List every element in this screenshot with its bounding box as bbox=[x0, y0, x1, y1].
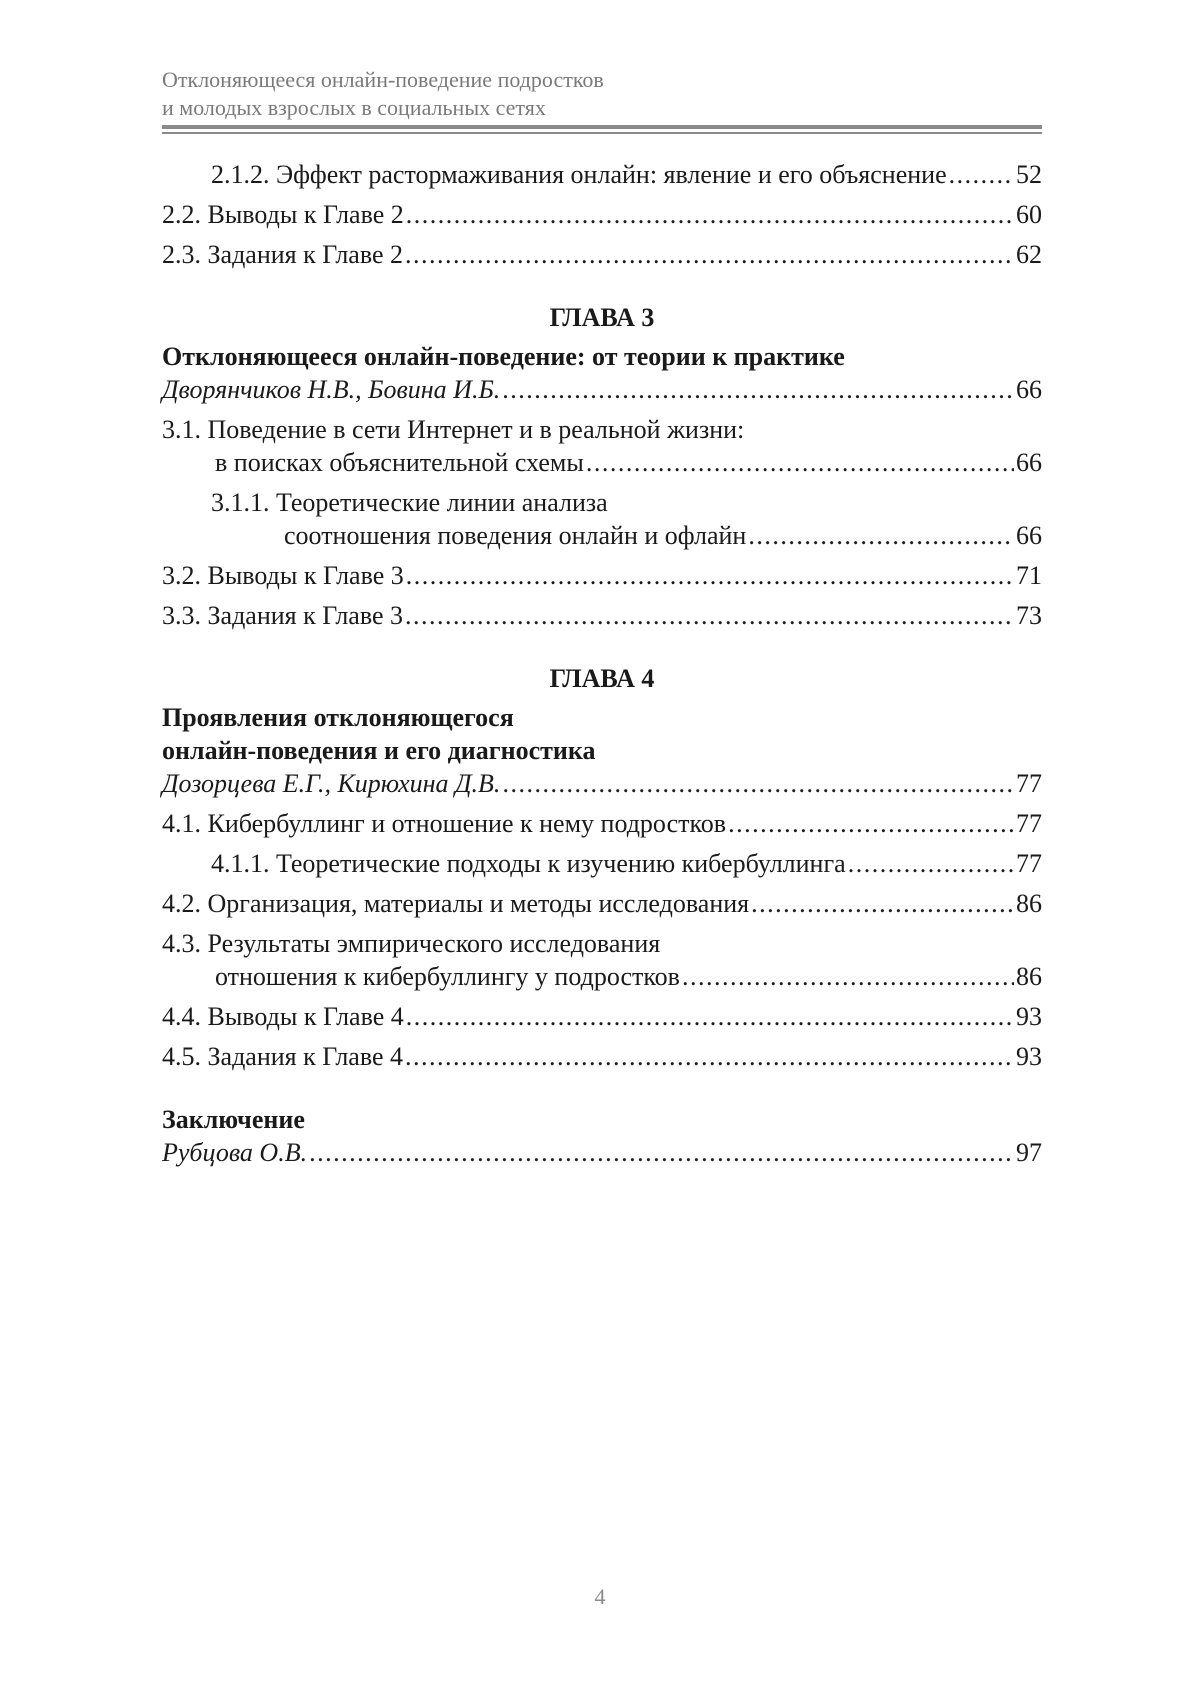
chapter-authors: Дозорцева Е.Г., Кирюхина Д.В. bbox=[162, 769, 501, 798]
header-rule-thick bbox=[162, 125, 1042, 129]
running-header-line-1: Отклоняющееся онлайн-поведение подростков bbox=[162, 67, 604, 92]
leader-dots bbox=[848, 847, 1014, 880]
leader-dots bbox=[406, 198, 1014, 231]
toc-entry-label: 4.2. Организация, материалы и методы исследования bbox=[162, 889, 750, 918]
leader-dots bbox=[405, 599, 1014, 632]
toc-entry-label: 4.1.1. Теоретические подходы к изучению кибербуллинга bbox=[211, 849, 846, 878]
toc-entry-3-3 bbox=[162, 599, 1042, 632]
chapter-4-heading: ГЛАВА 4 bbox=[549, 664, 655, 693]
toc-entry-2-3 bbox=[162, 238, 1042, 271]
toc-entry-label: 2.2. Выводы к Главе 2 bbox=[162, 200, 404, 229]
leader-dots bbox=[405, 238, 1014, 271]
toc-entry-label: 2.3. Задания к Главе 2 bbox=[162, 240, 404, 269]
toc-entry-label: 4.5. Задания к Главе 4 bbox=[162, 1042, 404, 1071]
toc-page-number: 97 bbox=[1016, 1138, 1042, 1167]
toc-entry-4-3 bbox=[162, 927, 1042, 993]
leader-dots bbox=[309, 1136, 1014, 1169]
toc-page-number: 93 bbox=[1016, 1042, 1042, 1071]
leader-dots bbox=[751, 887, 1014, 920]
chapter-authors: Дворянчиков Н.В., Бовина И.Б. bbox=[162, 375, 501, 404]
toc-entry-3-1 bbox=[162, 413, 1042, 479]
leader-dots bbox=[682, 960, 1014, 993]
toc-page-number: 66 bbox=[1016, 375, 1042, 404]
toc-page-number: 71 bbox=[1016, 561, 1042, 590]
leader-dots bbox=[949, 158, 1014, 191]
leader-dots bbox=[406, 1000, 1014, 1033]
chapter-3-authors-entry bbox=[162, 373, 1042, 406]
table-of-contents bbox=[162, 158, 1042, 1176]
toc-entry-3-2 bbox=[162, 559, 1042, 592]
running-header bbox=[162, 66, 1042, 122]
leader-dots bbox=[728, 807, 1014, 840]
toc-entry-2-2 bbox=[162, 198, 1042, 231]
toc-page-number: 52 bbox=[1016, 160, 1042, 189]
header-rule-thin bbox=[162, 132, 1042, 134]
toc-page-number: 77 bbox=[1016, 809, 1042, 838]
chapter-3-heading: ГЛАВА 3 bbox=[549, 303, 655, 332]
page-number: 4 bbox=[594, 1584, 606, 1609]
toc-page-number: 77 bbox=[1016, 849, 1042, 878]
toc-page-number: 86 bbox=[1016, 889, 1042, 918]
toc-entry-4-2 bbox=[162, 887, 1042, 920]
leader-dots bbox=[502, 373, 1014, 406]
toc-entry-4-5 bbox=[162, 1040, 1042, 1073]
leader-dots bbox=[406, 559, 1014, 592]
chapter-4-title-line-1: Проявления отклоняющегося bbox=[162, 703, 514, 732]
toc-entry-label: 4.4. Выводы к Главе 4 bbox=[162, 1002, 404, 1031]
toc-entry-4-1 bbox=[162, 807, 1042, 840]
toc-entry-label: 4.1. Кибербуллинг и отношение к нему подростков bbox=[162, 809, 727, 838]
toc-entry-4-1-1 bbox=[162, 847, 1042, 880]
toc-entry-label: 3.2. Выводы к Главе 3 bbox=[162, 561, 404, 590]
toc-entry-label-line-2: соотношения поведения онлайн и офлайн bbox=[284, 521, 747, 550]
toc-entry-4-4 bbox=[162, 1000, 1042, 1033]
conclusion-title: Заключение bbox=[162, 1105, 305, 1134]
toc-page-number: 62 bbox=[1016, 240, 1042, 269]
running-header-line-2: и молодых взрослых в социальных сетях bbox=[162, 95, 546, 120]
chapter-4-title-line-2: онлайн-поведения и его диагностика bbox=[162, 736, 596, 765]
toc-entry-3-1-1 bbox=[162, 486, 1042, 552]
toc-page-number: 73 bbox=[1016, 601, 1042, 630]
toc-page-number: 60 bbox=[1016, 200, 1042, 229]
toc-entry-2-1-2 bbox=[162, 158, 1042, 191]
toc-page-number: 93 bbox=[1016, 1002, 1042, 1031]
toc-page-number: 77 bbox=[1016, 769, 1042, 798]
chapter-3-title: Отклоняющееся онлайн-поведение: от теории к практике bbox=[162, 342, 845, 371]
conclusion-authors: Рубцова О.В. bbox=[162, 1138, 308, 1167]
toc-entry-label: 3.3. Задания к Главе 3 bbox=[162, 601, 404, 630]
leader-dots bbox=[502, 767, 1014, 800]
toc-entry-label: 2.1.2. Эффект растормаживания онлайн: явление и его объяснение bbox=[211, 160, 947, 189]
chapter-4-authors-entry bbox=[162, 767, 1042, 800]
leader-dots bbox=[405, 1040, 1014, 1073]
leader-dots bbox=[586, 446, 1014, 479]
toc-entry-label-line-2: в поисках объяснительной схемы bbox=[215, 448, 584, 477]
toc-entry-label-line-2: отношения к кибербуллингу у подростков bbox=[215, 962, 680, 991]
toc-entry-label-line-1: 4.3. Результаты эмпирического исследования bbox=[162, 929, 661, 958]
toc-entry-label-line-1: 3.1. Поведение в сети Интернет и в реальной жизни: bbox=[162, 415, 745, 444]
toc-page-number: 66 bbox=[1016, 448, 1042, 477]
leader-dots bbox=[748, 519, 1014, 552]
toc-page-number: 66 bbox=[1016, 521, 1042, 550]
toc-page-number: 86 bbox=[1016, 962, 1042, 991]
conclusion-authors-entry bbox=[162, 1136, 1042, 1169]
toc-entry-label-line-1: 3.1.1. Теоретические линии анализа bbox=[211, 488, 608, 517]
